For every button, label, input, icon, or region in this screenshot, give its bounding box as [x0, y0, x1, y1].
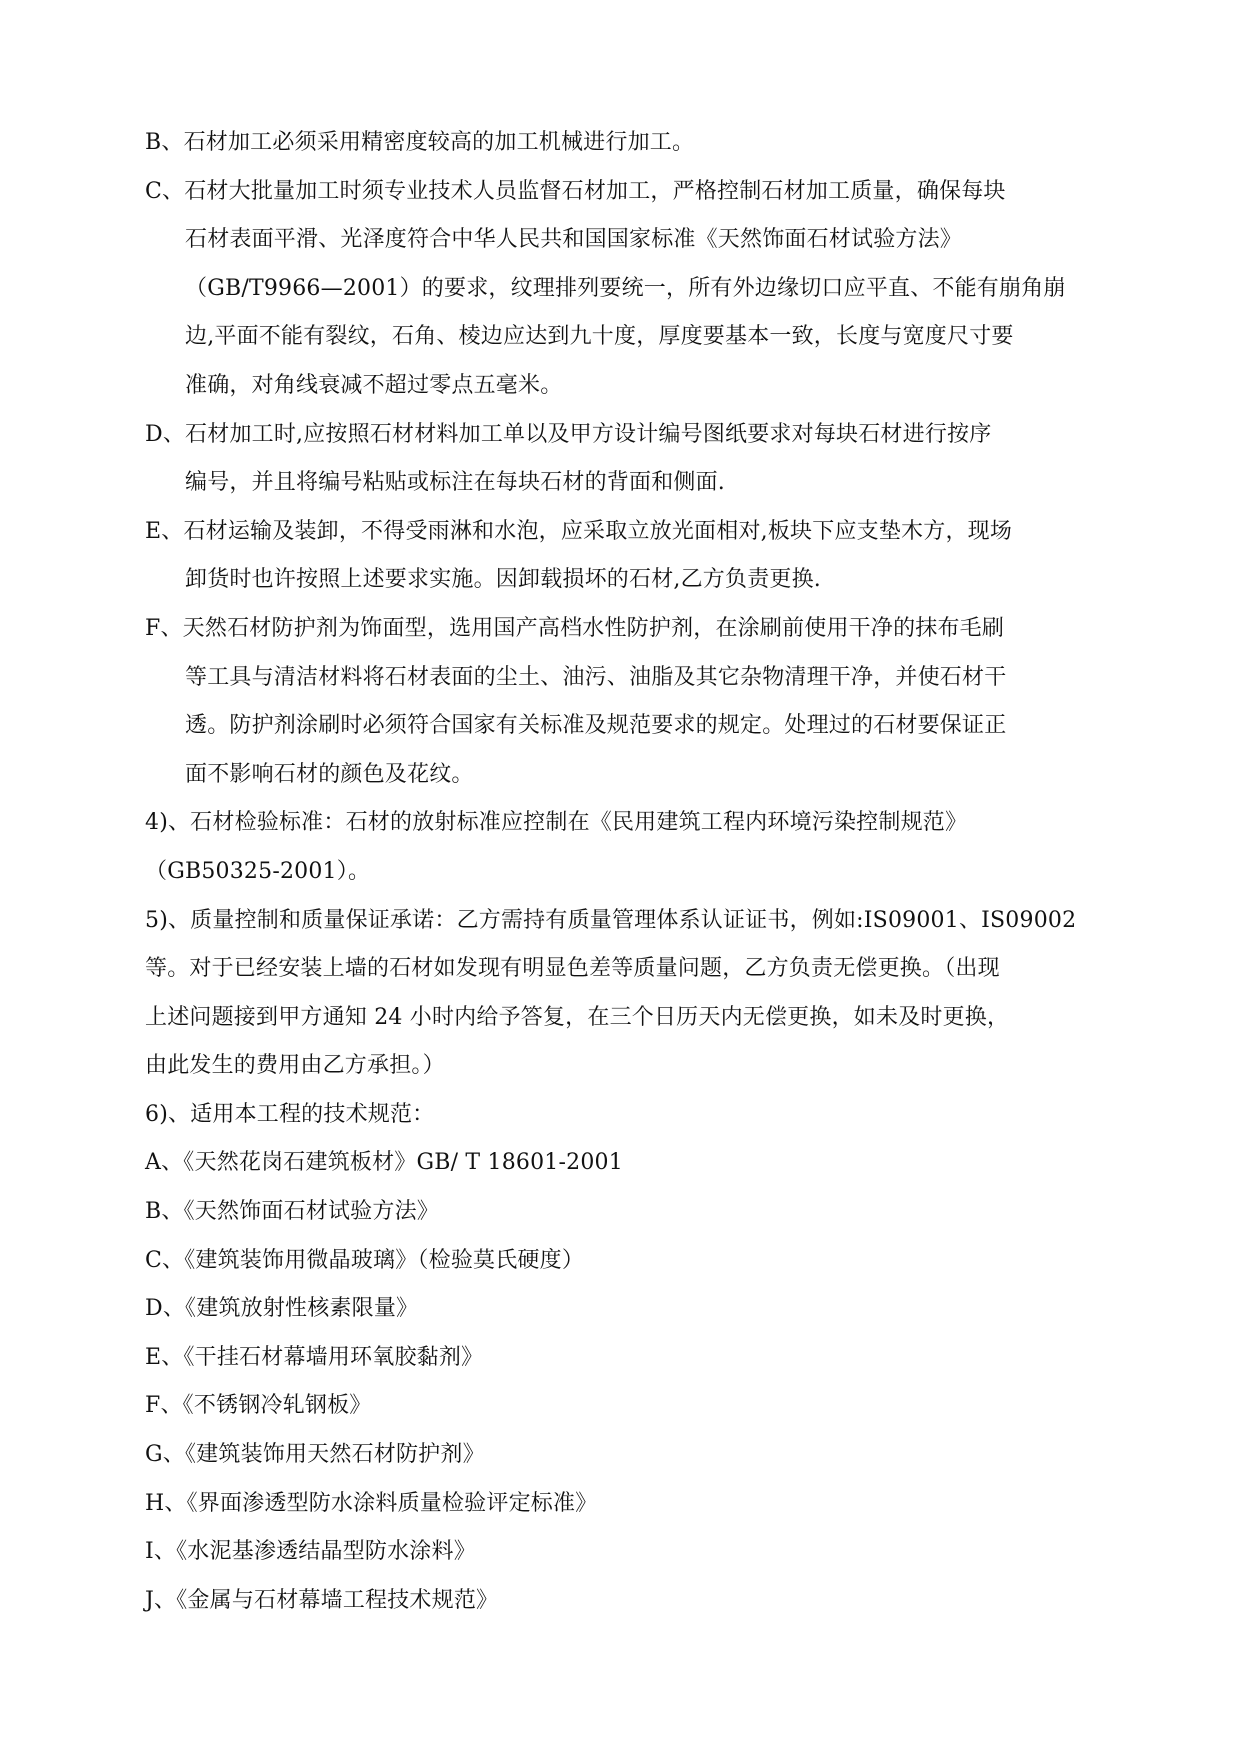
text-line: 由此发生的费用由乙方承担。）	[145, 1053, 445, 1079]
text-line: 上述问题接到甲方通知 24 小时内给予答复，在三个日历天内无偿更换，如未及时更换，	[145, 1004, 1010, 1030]
text-line-section-6: 6)、适用本工程的技术规范：	[145, 1101, 435, 1127]
text-line-item-b: B、石材加工必须采用精密度较高的加工机械进行加工。	[145, 130, 695, 155]
text-line-item-e: E、石材运输及装卸，不得受雨淋和水泡，应采取立放光面相对,板块下应支垫木方，现场	[145, 518, 1013, 544]
spec-list-item-f: F、《不锈钢冷轧钢板》	[145, 1393, 372, 1419]
text-line-section-5: 5)、质量控制和质量保证承诺：乙方需持有质量管理体系认证证书，例如:IS09001、IS09002	[145, 907, 1077, 933]
text-line-item-d: D、石材加工时,应按照石材材料加工单以及甲方设计编号图纸要求对每块石材进行按序	[145, 421, 992, 447]
spec-list-item-h: H、《界面渗透型防水涂料质量检验评定标准》	[145, 1490, 598, 1516]
spec-list-item-b: B、《天然饰面石材试验方法》	[145, 1199, 439, 1225]
text-line-item-c: C、石材大批量加工时须专业技术人员监督石材加工，严格控制石材加工质量，确保每块	[145, 178, 1006, 204]
text-line: 准确，对角线衰减不超过零点五毫米。	[185, 372, 563, 398]
text-line: 透。防护剂涂刷时必须符合国家有关标准及规范要求的规定。处理过的石材要保证正	[185, 713, 1007, 739]
text-line: 等。对于已经安装上墙的石材如发现有明显色差等质量问题，乙方负责无偿更换。（出现	[145, 956, 1000, 982]
text-line-item-f: F、天然石材防护剂为饰面型，选用国产高档水性防护剂，在涂刷前使用干净的抹布毛刷	[145, 615, 1005, 641]
text-line: 编号，并且将编号粘贴或标注在每块石材的背面和侧面.	[185, 470, 725, 496]
text-line-section-4: 4)、石材检验标准：石材的放射标准应控制在《民用建筑工程内环境污染控制规范》	[145, 810, 968, 836]
text-line: 卸货时也许按照上述要求实施。因卸载损坏的石材,乙方负责更换.	[185, 567, 821, 593]
spec-list-item-i: I、《水泥基渗透结晶型防水涂料》	[145, 1539, 476, 1565]
spec-list-item-d: D、《建筑放射性核素限量》	[145, 1296, 419, 1322]
text-line: （GB50325-2001）。	[145, 858, 371, 884]
text-line: 面不影响石材的颜色及花纹。	[185, 761, 474, 787]
spec-list-item-e: E、《干挂石材幕墙用环氧胶黏剂》	[145, 1344, 484, 1370]
text-line: （GB/T9966—2001）的要求，纹理排列要统一，所有外边缘切口应平直、不能有崩角崩	[185, 275, 1066, 301]
text-line: 边,平面不能有裂纹，石角、棱边应达到九十度，厚度要基本一致，长度与宽度尺寸要	[185, 324, 1014, 350]
spec-list-item-g: G、《建筑装饰用天然石材防护剂》	[145, 1442, 485, 1468]
spec-list-item-a: A、《天然花岗石建筑板材》GB/ T 18601-2001	[145, 1150, 623, 1176]
spec-list-item-c: C、《建筑装饰用微晶玻璃》（检验莫氏硬度）	[145, 1247, 585, 1273]
text-line: 石材表面平滑、光泽度符合中华人民共和国国家标准《天然饰面石材试验方法》	[185, 227, 963, 253]
text-line: 等工具与清洁材料将石材表面的尘土、油污、油脂及其它杂物清理干净，并使石材干	[185, 664, 1007, 690]
spec-list-item-j: J、《金属与石材幕墙工程技术规范》	[145, 1587, 499, 1613]
document-body	[145, 119, 1125, 1625]
